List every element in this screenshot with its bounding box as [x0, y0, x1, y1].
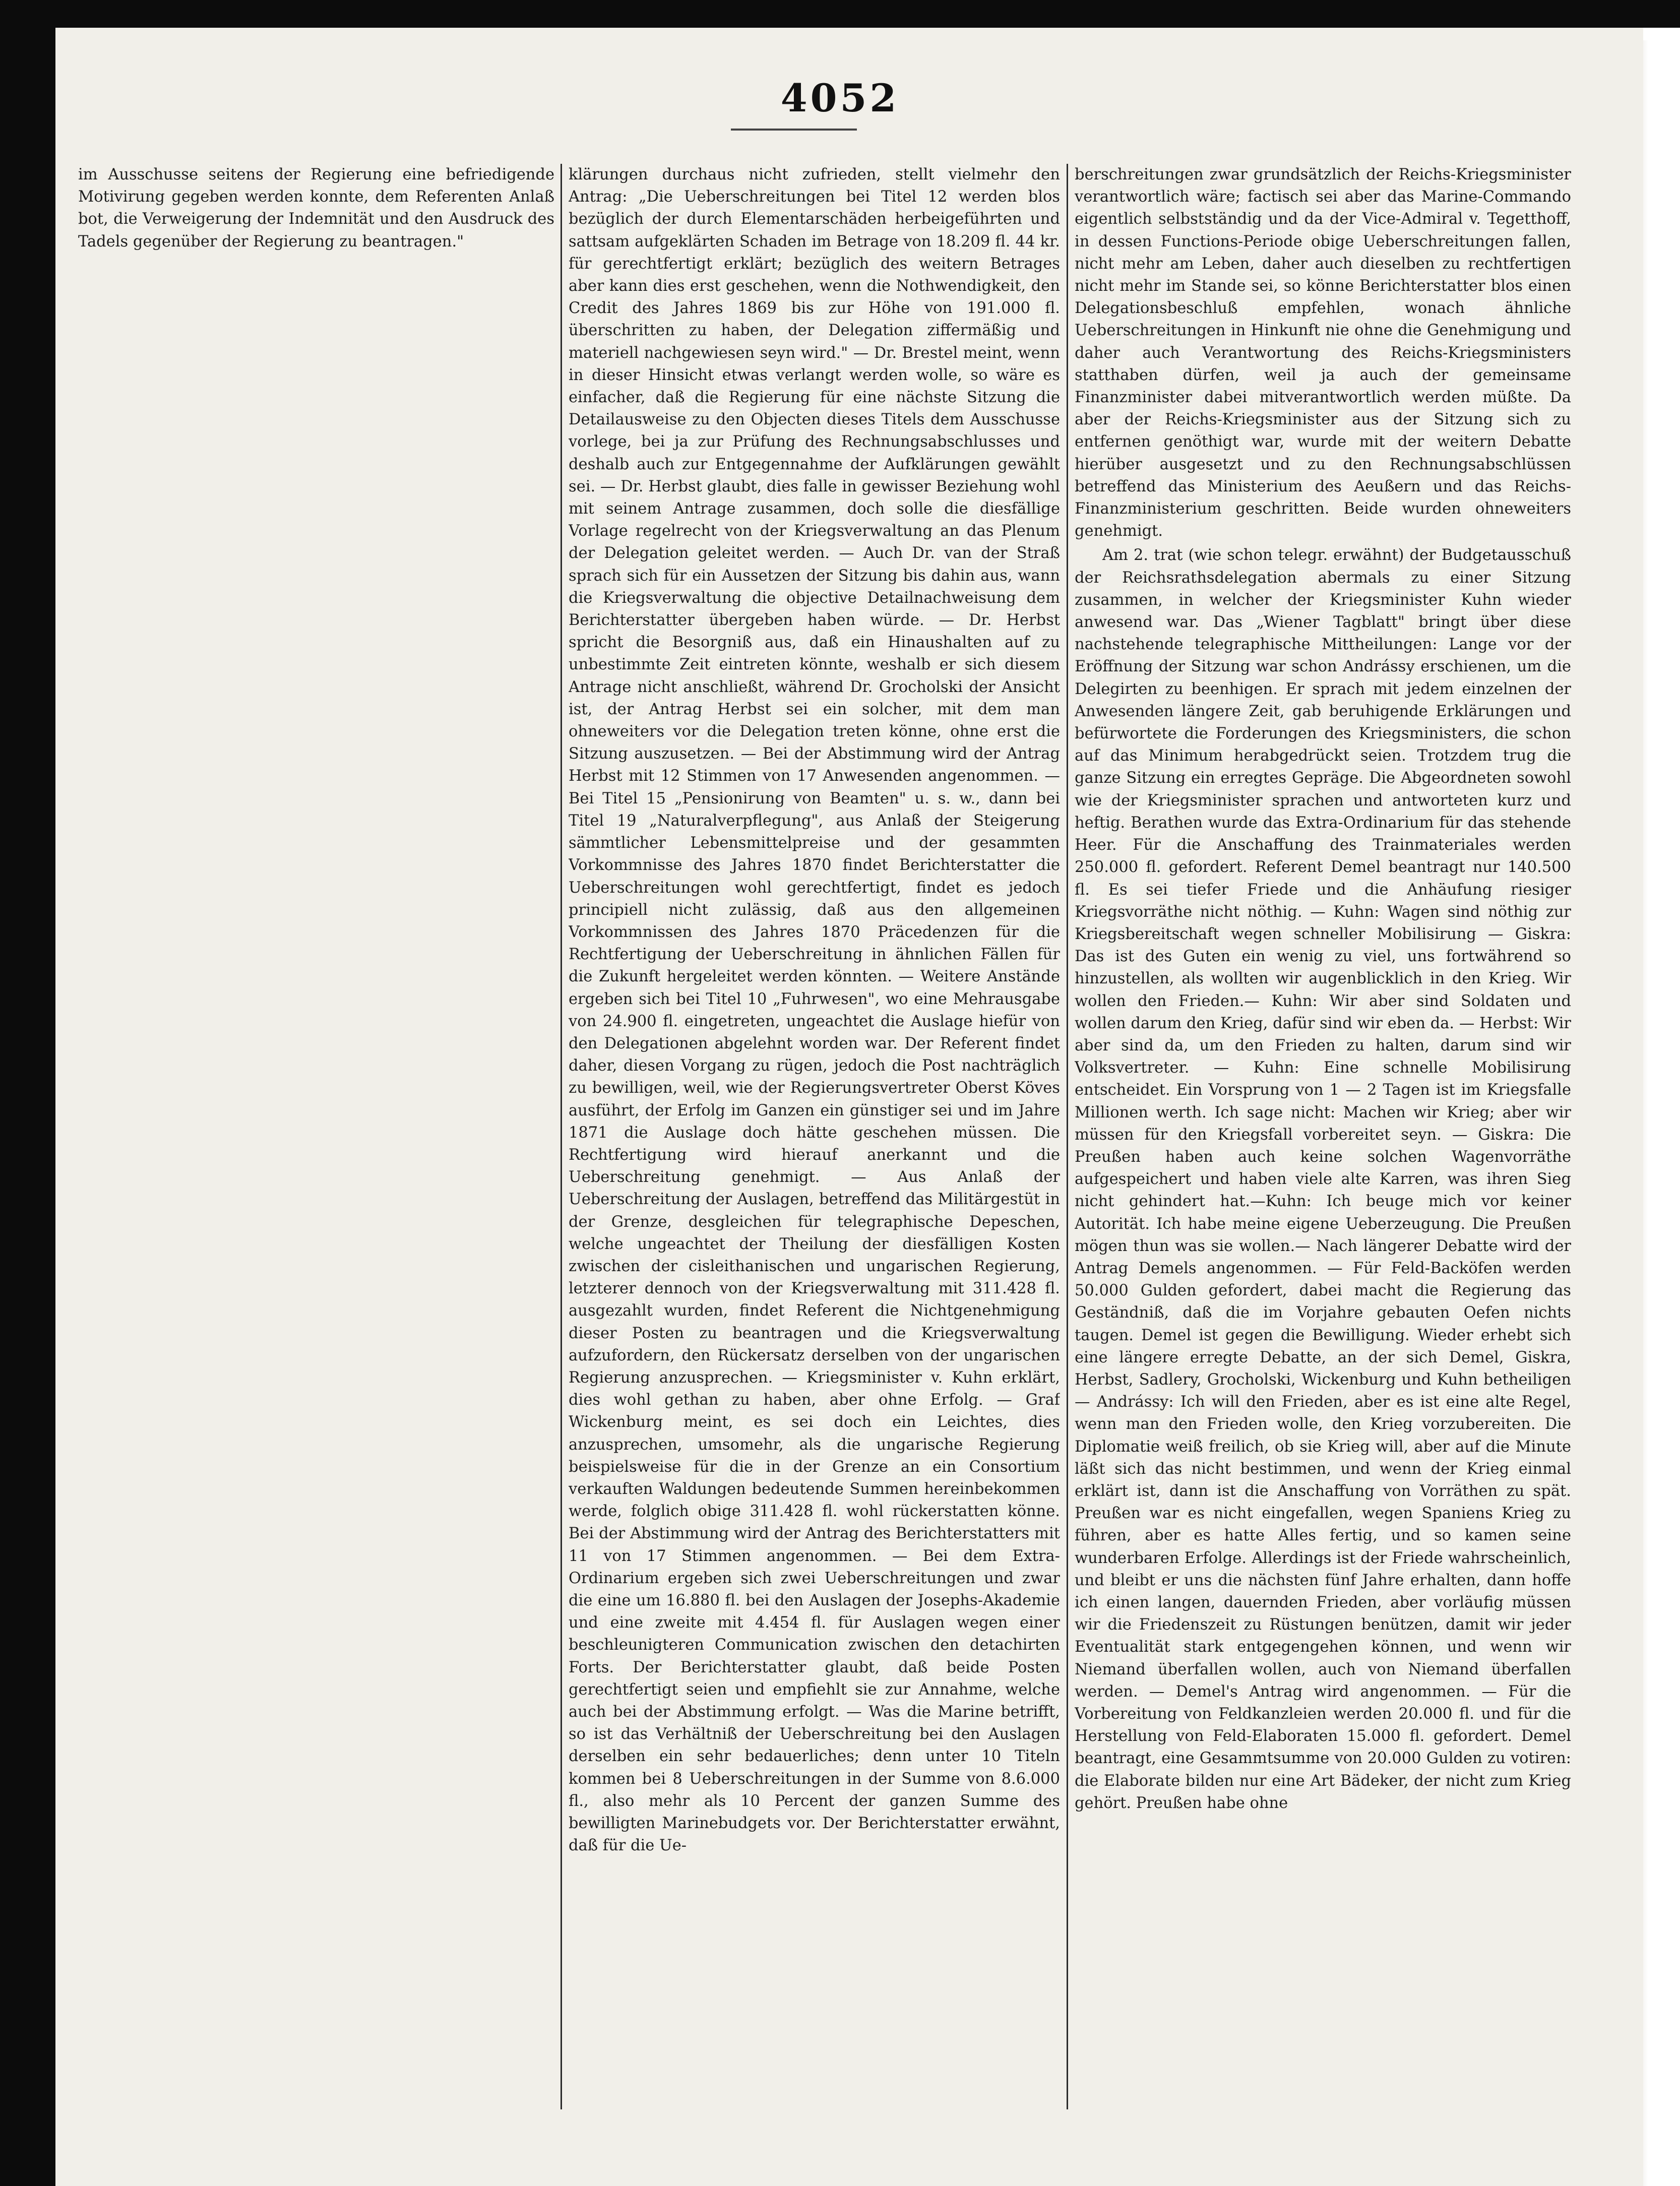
text-column-2 [569, 164, 1060, 2104]
header-rule [731, 129, 857, 131]
paragraph: im Ausschusse seitens der Regierung eine befriedigende Motivirung gegeben werden konnte, dem Referenten Anlaß bot, die Verweigerung der Indemnität und den Ausdruck des Tadels gegenüber der Regierung zu beantragen." [78, 166, 554, 251]
column-divider [1067, 164, 1068, 2109]
scan-border-top [0, 0, 1680, 28]
text-column-3 [1075, 164, 1571, 2104]
scan-border-left [0, 0, 55, 2186]
paragraph: klärungen durchaus nicht zufrieden, stellt vielmehr den Antrag: „Die Ueberschreitungen bei Titel 12 werden blos bezüglich der durch Elementarschäden herbeigeführten und sattsam aufgeklärten Schaden im Betrage von 18.209 fl. 44 kr. für gerechtfertigt erklärt; bezüglich des weitern Betrages aber kann dies erst geschehen, wenn die Nothwendigkeit, den Credit des Jahres 1869 bis zur Höhe von 191.000 fl. überschritten zu haben, der Delegation ziffermäßig und materiell nachgewiesen seyn wird." — Dr. Brestel meint, wenn in dieser Hinsicht etwas verlangt werden wolle, so wäre es einfacher, daß die Regierung für eine nächste Sitzung die Detailausweise zu den Objecten dieses Titels dem Ausschusse vorlege, bei ja zur Prüfung des Rechnungsabschlusses und deshalb auch zur Entgegennahme der Aufklärungen gewählt sei. — Dr. Herbst glaubt, dies falle in gewisser Beziehung wohl mit seinem Antrage zusammen, doch solle die diesfällige Vorlage regelrecht von der Kriegsverwaltung an das Plenum der Delegation geleitet werden. — Auch Dr. van der Straß sprach sich für ein Aussetzen der Sitzung bis dahin aus, wann die Kriegsverwaltung die objective Detailnachweisung dem Berichterstatter übergeben haben würde. — Dr. Herbst spricht die Besorgniß aus, daß ein Hinaushalten auf zu unbestimmte Zeit eintreten könnte, weshalb er sich diesem Antrage nicht anschließt, während Dr. Grocholski der Ansicht ist, der Antrag Herbst sei ein solcher, mit dem man ohneweiters vor die Delegation treten könne, ohne erst die Sitzung auszusetzen. — Bei der Abstimmung wird der Antrag Herbst mit 12 Stimmen von 17 Anwesenden angenommen. — Bei Titel 15 „Pensionirung von Beamten" u. s. w., dann bei Titel 19 „Naturalverpflegung", aus Anlaß der Steigerung sämmtlicher Lebensmittelpreise und der gesammten Vorkommnisse des Jahres 1870 findet Berichterstatter die Ueberschreitungen wohl gerechtfertigt, findet es jedoch principiell nicht zulässig, daß aus den allgemeinen Vorkommnissen des Jahres 1870 Präcedenzen für die Rechtfertigung der Ueberschreitung in ähnlichen Fällen für die Zukunft hergeleitet werden könnten. — Weitere Anstände ergeben sich bei Titel 10 „Fuhrwesen", wo eine Mehrausgabe von 24.900 fl. eingetreten, ungeachtet die Auslage hiefür von den Delegationen abgelehnt worden war. Der Referent findet daher, diesen Vorgang zu rügen, jedoch die Post nachträglich zu bewilligen, weil, wie der Regierungsvertreter Oberst Köves ausführt, der Erfolg im Ganzen ein günstiger sei und im Jahre 1871 die Auslage doch hätte geschehen müssen. Die Rechtfertigung wird hierauf anerkannt und die Ueberschreitung genehmigt. — Aus Anlaß der Ueberschreitung der Auslagen, betreffend das Militärgestüt in der Grenze, desgleichen für telegraphische Depeschen, welche ungeachtet der Theilung der diesfälligen Kosten zwischen der cisleithanischen und ungarischen Regierung, letzterer dennoch von der Kriegsverwaltung mit 311.428 fl. ausgezahlt wurden, findet Referent die Nichtgenehmigung dieser Posten zu beantragen und die Kriegsverwaltung aufzufordern, den Rückersatz derselben von der ungarischen Regierung anzusprechen. — Kriegsminister v. Kuhn erklärt, dies wohl gethan zu haben, aber ohne Erfolg. — Graf Wickenburg meint, es sei doch ein Leichtes, dies anzusprechen, umsomehr, als die ungarische Regierung beispielsweise für die in der Grenze an ein Consortium verkauften Waldungen bedeutende Summen hereinbekommen werde, folglich obige 311.428 fl. wohl rückerstatten könne. Bei der Abstimmung wird der Antrag des Berichterstatters mit 11 von 17 Stimmen angenommen. — Bei dem Extra-Ordinarium ergeben sich zwei Ueberschreitungen und zwar die eine um 16.880 fl. bei den Auslagen der Josephs-Akademie und eine zweite mit 4.454 fl. für Auslagen wegen einer beschleunigteren Communication zwischen den detachirten Forts. Der Berichterstatter glaubt, daß beide Posten gerechtfertigt seien und empfiehlt sie zur Annahme, welche auch bei der Abstimmung erfolgt. — Was die Marine betrifft, so ist das Verhältniß der Ueberschreitung bei den Auslagen derselben ein sehr bedauerliches; denn unter 10 Titeln kommen bei 8 Ueberschreitungen in der Summe von 8.6.000 fl., also mehr als 10 Percent der ganzen Summe des bewilligten Marinebudgets vor. Der Berichterstatter erwähnt, daß für die Ue- [569, 166, 1060, 1855]
page-number: 4052 [780, 76, 900, 120]
paragraph: Am 2. trat (wie schon telegr. erwähnt) der Budgetausschuß der Reichsrathsdelegation abermals zu einer Sitzung zusammen, in welcher der Kriegsminister Kuhn wieder anwesend war. Das „Wiener Tagblatt" bringt über diese nachstehende telegraphische Mittheilungen: Lange vor der Eröffnung der Sitzung war schon Andrássy erschienen, um die Delegirten zu beenhigen. Er sprach mit jedem einzelnen der Anwesenden längere Zeit, gab beruhigende Erklärungen und befürwortete die Forderungen des Kriegsministers, die schon auf das Minimum herabgedrückt seien. Trotzdem trug die ganze Sitzung ein erregtes Gepräge. Die Abgeordneten sowohl wie der Kriegsminister sprachen und antworteten kurz und heftig. Berathen wurde das Extra-Ordinarium für das stehende Heer. Für die Anschaffung des Trainmateriales werden 250.000 fl. gefordert. Referent Demel beantragt nur 140.500 fl. Es sei tiefer Friede und die Anhäufung riesiger Kriegsvorräthe nicht nöthig. — Kuhn: Wagen sind nöthig zur Kriegsbereitschaft wegen schneller Mobilisirung — Giskra: Das ist des Guten ein wenig zu viel, uns fortwährend so hinzustellen, als wollten wir augenblicklich in den Krieg. Wir wollen den Frieden.— Kuhn: Wir aber sind Soldaten und wollen darum den Krieg, dafür sind wir eben da. — Herbst: Wir aber sind da, um den Frieden zu halten, darum sind wir Volksvertreter. — Kuhn: Eine schnelle Mobilisirung entscheidet. Ein Vorsprung von 1 — 2 Tagen ist im Kriegsfalle Millionen werth. Ich sage nicht: Machen wir Krieg; aber wir müssen für den Kriegsfall vorbereitet seyn. — Giskra: Die Preußen haben auch keine solchen Wagenvorräthe aufgespeichert und haben viele alte Karren, was ihren Sieg nicht gehindert hat.—Kuhn: Ich beuge mich vor keiner Autorität. Ich habe meine eigene Ueberzeugung. Die Preußen mögen thun was sie wollen.— Nach längerer Debatte wird der Antrag Demels angenommen. — Für Feld-Backöfen werden 50.000 Gulden gefordert, dabei macht die Regierung das Geständniß, daß die im Vorjahre gebauten Oefen nichts taugen. Demel ist gegen die Bewilligung. Wieder erhebt sich eine längere erregte Debatte, an der sich Demel, Giskra, Herbst, Sadlery, Grocholski, Wickenburg und Kuhn betheiligen — Andrássy: Ich will den Frieden, aber es ist eine alte Regel, wenn man den Frieden wolle, den Krieg vorzubereiten. Die Diplomatie weiß freilich, ob sie Krieg will, aber auf die Minute läßt sich das nicht bestimmen, und wenn der Krieg einmal erklärt ist, dann ist die Anschaffung von Vorräthen zu spät. Preußen war es nicht eingefallen, wegen Spaniens Krieg zu führen, aber es hatte Alles fertig, und so kamen seine wunderbaren Erfolge. Allerdings ist der Friede wahrscheinlich, und bleibt er uns die nächsten fünf Jahre erhalten, dann hoffe ich einen langen, dauernden Frieden, aber vorläufig müssen wir die Friedenszeit zu Rüstungen benützen, damit wir jeder Eventualität stark entgegengehen können, und wenn wir Niemand überfallen wollen, auch von Niemand überfallen werden. — Demel's Antrag wird angenommen. — Für die Vorbereitung von Feldkanzleien werden 20.000 fl. und für die Herstellung von Feld-Elaboraten 15.000 fl. gefordert. Demel beantragt, eine Gesammtsumme von 20.000 Gulden zu votiren: die Elaborate bilden nur eine Art Bädeker, der nicht zum Krieg gehört. Preußen habe ohne [1075, 546, 1571, 1812]
column-divider [561, 164, 562, 2109]
page-header [0, 76, 1680, 120]
paragraph: berschreitungen zwar grundsätzlich der Reichs-Kriegsminister verantwortlich wäre; factisch sei aber das Marine-Commando eigentlich selbstständig und da der Vice-Admiral v. Tegetthoff, in dessen Functions-Periode obige Ueberschreitungen fallen, nicht mehr am Leben, daher auch dieselben zu rechtfertigen nicht mehr im Stande sei, so könne Berichterstatter blos einen Delegationsbeschluß empfehlen, wonach ähnliche Ueberschreitungen in Hinkunft nie ohne die Genehmigung und daher auch Verantwortung des Reichs-Kriegsministers statthaben dürfen, weil ja auch der gemeinsame Finanzminister dabei mitverantwortlich werden müßte. Da aber der Reichs-Kriegsminister aus der Sitzung sich zu entfernen genöthigt war, wurde mit der weitern Debatte hierüber ausgesetzt und zu den Rechnungsabschlüssen betreffend das Ministerium des Aeußern und das Reichs-Finanzministerium geschritten. Beide wurden ohneweiters genehmigt. [1075, 166, 1571, 540]
text-column-1 [78, 164, 554, 2104]
